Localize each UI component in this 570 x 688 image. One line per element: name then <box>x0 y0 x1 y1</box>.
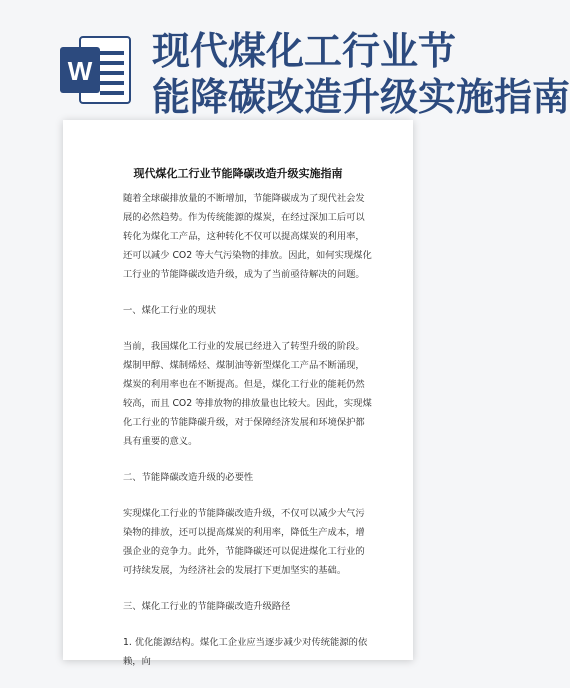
document-body <box>123 189 373 688</box>
section-3-heading: 三、煤化工行业的节能降碳改造升级路径 <box>123 601 291 612</box>
document-page <box>63 120 413 667</box>
title-line-2: 能降碳改造升级实施指南 <box>152 75 570 119</box>
title-line-1: 现代煤化工行业节 <box>152 29 457 73</box>
document-title: 现代煤化工行业节能降碳改造升级实施指南 <box>133 167 343 180</box>
section-1-paragraph: 当前，我国煤化工行业的发展已经进入了转型升级的阶段。煤制甲醇、煤制烯烃、煤制油等新型煤化工产品不断涌现，煤炭的利用率也在不断提高。但是，煤化工行业的能耗仍然较高，而且 CO2 等排放物的排放量也比较大。因此，实现煤化工行业的节能降碳升级，对于保障经济发展和环境保护都具有重要的意义。 <box>123 341 372 447</box>
section-2-heading: 二、节能降碳改造升级的必要性 <box>123 472 254 483</box>
section-2-paragraph: 实现煤化工行业的节能降碳改造升级，不仅可以减少大气污染物的排放，还可以提高煤炭的利用率，降低生产成本，增强企业的竞争力。此外，节能降碳还可以促进煤化工行业的可持续发展，为经济社会的发展打下更加坚实的基础。 <box>123 508 365 576</box>
section-1-heading: 一、煤化工行业的现状 <box>123 305 216 316</box>
word-icon <box>58 33 132 107</box>
intro-paragraph: 随着全球碳排放量的不断增加，节能降碳成为了现代社会发展的必然趋势。作为传统能源的煤炭，在经过深加工后可以转化为煤化工产品，这种转化不仅可以提高煤炭的利用率，还可以减少 CO2 等大气污染物的排放。因此，如何实现煤化工行业的节能降碳改造升级，成为了当前亟待解决的问题。 <box>123 193 372 280</box>
page-title <box>152 28 570 120</box>
section-3-item-1: 1. 优化能源结构。煤化工企业应当逐步减少对传统能源的依赖，向 <box>123 637 368 667</box>
svg-text:W: W <box>67 56 93 86</box>
